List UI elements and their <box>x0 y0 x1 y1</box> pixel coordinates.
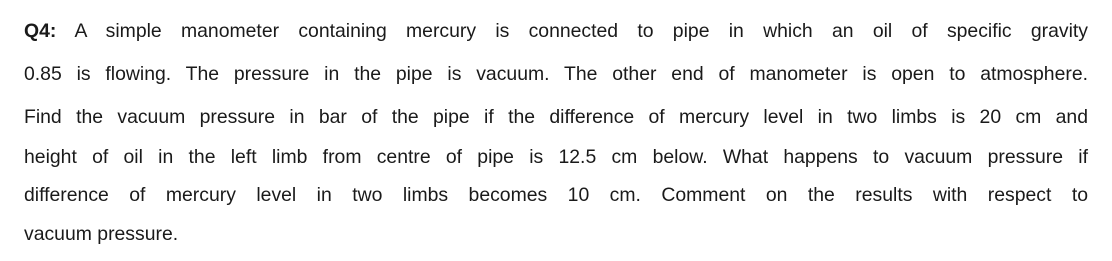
question-label: Q4: <box>24 20 57 42</box>
question-line-4: height of oil in the left limb from centre of pipe is 12.5 cm below. What happens to vacuum pressure if <box>24 146 1088 168</box>
question-line-2: 0.85 is flowing. The pressure in the pipe is vacuum. The other end of manometer is open to atmosphere. <box>24 63 1088 85</box>
question-line-3: Find the vacuum pressure in bar of the pipe if the difference of mercury level in two limbs is 20 cm and <box>24 106 1088 128</box>
question-text-1: A simple manometer containing mercury is connected to pipe in which an oil of specific gravity <box>56 20 1088 42</box>
question-line-1 <box>24 20 1088 42</box>
question-line-6: vacuum pressure. <box>24 223 179 245</box>
question-line-5: difference of mercury level in two limbs becomes 10 cm. Comment on the results with respect to <box>24 184 1088 206</box>
